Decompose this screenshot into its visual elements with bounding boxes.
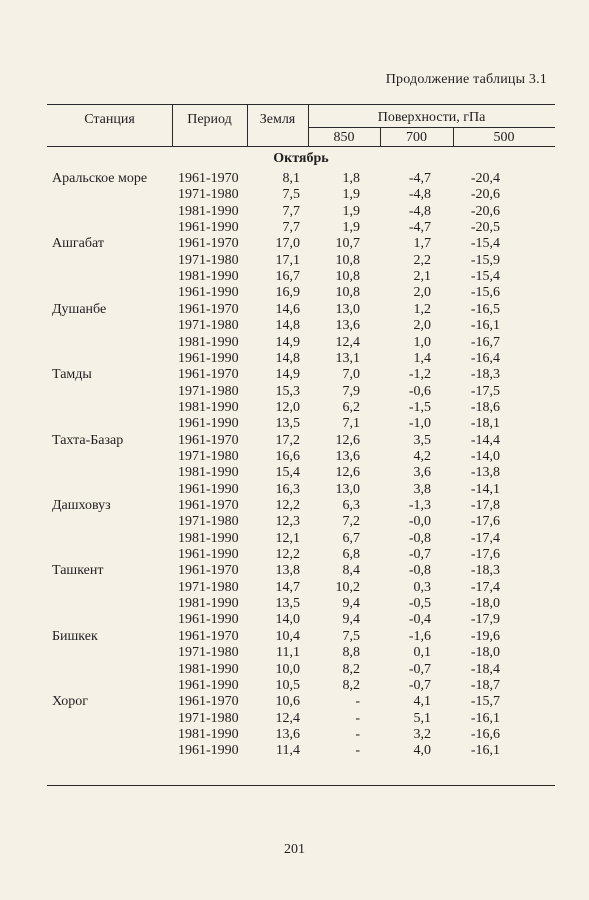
cell-station: Дашховуз xyxy=(52,498,111,513)
table-row xyxy=(0,497,589,515)
cell-p500: -18,1 xyxy=(470,416,500,432)
cell-p850: 13,0 xyxy=(335,301,360,317)
cell-p850: 9,4 xyxy=(342,596,360,612)
cell-p500: -18,6 xyxy=(470,399,500,415)
cell-p700: 1,4 xyxy=(413,350,431,366)
cell-p850: 8,2 xyxy=(342,661,360,677)
table-row xyxy=(0,628,589,646)
cell-period: 1971-1980 xyxy=(178,514,239,530)
table-row xyxy=(0,726,589,744)
cell-period: 1981-1990 xyxy=(178,596,239,612)
cell-ground: 13,6 xyxy=(275,726,300,742)
table-row xyxy=(0,219,589,237)
cell-period: 1971-1980 xyxy=(178,383,239,399)
table-row xyxy=(0,366,589,384)
table-row xyxy=(0,693,589,711)
cell-p500: -17,4 xyxy=(470,579,500,595)
header-level-700: 700 xyxy=(406,130,427,145)
cell-ground: 17,2 xyxy=(275,432,300,448)
cell-p700: 2,0 xyxy=(413,318,431,334)
cell-p500: -15,4 xyxy=(470,236,500,252)
header-period: Период xyxy=(187,112,232,127)
cell-p500: -14,4 xyxy=(470,432,500,448)
cell-p850: 10,7 xyxy=(335,236,360,252)
cell-p700: -4,7 xyxy=(408,171,431,186)
cell-ground: 14,9 xyxy=(275,367,300,383)
cell-p500: -18,4 xyxy=(470,661,500,677)
cell-p500: -17,5 xyxy=(470,383,500,399)
table-row xyxy=(0,611,589,629)
table-row xyxy=(0,203,589,221)
table-row xyxy=(0,710,589,728)
cell-period: 1971-1980 xyxy=(178,252,239,268)
cell-station: Ташкент xyxy=(52,563,104,579)
cell-ground: 7,7 xyxy=(282,203,300,219)
table-row xyxy=(0,284,589,302)
cell-p500: -18,3 xyxy=(470,367,500,383)
cell-p850: 8,2 xyxy=(342,677,360,693)
table-row xyxy=(0,464,589,482)
table-row xyxy=(0,546,589,564)
cell-p850: 10,8 xyxy=(335,285,360,301)
cell-p700: 0,3 xyxy=(413,579,431,595)
cell-p850: 13,6 xyxy=(335,318,360,334)
cell-p700: -1,2 xyxy=(408,367,431,383)
cell-p850: 6,8 xyxy=(342,547,360,563)
cell-p500: -20,6 xyxy=(470,187,500,203)
cell-p700: -0,7 xyxy=(408,677,431,693)
table-row xyxy=(0,235,589,253)
cell-period: 1971-1980 xyxy=(178,710,239,726)
cell-ground: 8,1 xyxy=(282,171,300,186)
cell-p500: -18,7 xyxy=(470,677,500,693)
cell-p500: -14,1 xyxy=(470,481,500,497)
cell-p500: -16,7 xyxy=(470,334,500,350)
cell-p700: 3,2 xyxy=(413,726,431,742)
cell-p500: -16,4 xyxy=(470,350,500,366)
cell-p850: 9,4 xyxy=(342,612,360,628)
cell-station: Тамды xyxy=(52,367,92,383)
cell-p850: 13,1 xyxy=(335,350,360,366)
cell-p850: 8,8 xyxy=(342,645,360,661)
table-row xyxy=(0,268,589,286)
cell-p700: 4,2 xyxy=(413,448,431,464)
cell-p700: 3,5 xyxy=(413,432,431,448)
cell-p700: 1,7 xyxy=(413,236,431,252)
cell-p500: -13,8 xyxy=(470,465,500,481)
cell-ground: 7,7 xyxy=(282,220,300,236)
header-station: Станция xyxy=(84,112,135,127)
cell-p700: -1,3 xyxy=(408,498,431,513)
cell-p700: 3,6 xyxy=(413,465,431,481)
cell-ground: 14,6 xyxy=(275,301,300,317)
table-row xyxy=(0,383,589,401)
cell-period: 1961-1970 xyxy=(178,236,239,252)
cell-period: 1961-1990 xyxy=(178,416,239,432)
surfaces-sub-rule xyxy=(308,127,555,128)
cell-ground: 14,9 xyxy=(275,334,300,350)
cell-p850: 7,9 xyxy=(342,383,360,399)
cell-p850: - xyxy=(355,726,360,742)
cell-p700: -0,7 xyxy=(408,661,431,677)
cell-period: 1961-1990 xyxy=(178,220,239,236)
cell-ground: 14,8 xyxy=(275,318,300,334)
table-row xyxy=(0,742,589,760)
cell-p700: -4,7 xyxy=(408,220,431,236)
header-level-500: 500 xyxy=(493,130,515,145)
cell-ground: 12,2 xyxy=(275,547,300,563)
cell-period: 1961-1970 xyxy=(178,628,239,644)
cell-ground: 16,7 xyxy=(275,269,300,285)
cell-p500: -18,0 xyxy=(470,645,500,661)
cell-station: Тахта-Базар xyxy=(52,432,124,448)
cell-p850: 7,0 xyxy=(342,367,360,383)
cell-p850: 13,0 xyxy=(335,481,360,497)
cell-ground: 12,3 xyxy=(275,514,300,530)
table-row xyxy=(0,350,589,368)
table-caption: Продолжение таблицы 3.1 xyxy=(385,72,547,87)
cell-period: 1981-1990 xyxy=(178,661,239,677)
table-top-rule xyxy=(47,104,555,105)
table-row xyxy=(0,481,589,499)
cell-p500: -20,6 xyxy=(470,203,500,219)
cell-p850: 7,5 xyxy=(342,628,360,644)
cell-p700: -0,4 xyxy=(408,612,431,628)
cell-period: 1961-1970 xyxy=(178,498,239,513)
cell-p700: -0,8 xyxy=(408,563,431,579)
cell-p850: 7,1 xyxy=(342,416,360,432)
cell-p500: -15,6 xyxy=(470,285,500,301)
cell-p850: - xyxy=(355,710,360,726)
cell-p500: -17,6 xyxy=(470,547,500,563)
cell-station: Душанбе xyxy=(52,301,107,317)
table-row xyxy=(0,448,589,466)
cell-period: 1981-1990 xyxy=(178,399,239,415)
cell-ground: 7,5 xyxy=(282,187,300,203)
cell-period: 1961-1990 xyxy=(178,547,239,563)
cell-p700: 5,1 xyxy=(413,710,431,726)
cell-p700: 3,8 xyxy=(413,481,431,497)
cell-ground: 10,0 xyxy=(275,661,300,677)
cell-period: 1961-1990 xyxy=(178,350,239,366)
table-row xyxy=(0,170,589,188)
header-level-850: 850 xyxy=(333,130,355,145)
table-row xyxy=(0,252,589,270)
cell-period: 1981-1990 xyxy=(178,726,239,742)
cell-p500: -18,0 xyxy=(470,596,500,612)
table-row xyxy=(0,677,589,695)
cell-period: 1981-1990 xyxy=(178,530,239,546)
table-row xyxy=(0,579,589,597)
cell-ground: 17,1 xyxy=(275,252,300,268)
cell-ground: 17,0 xyxy=(275,236,300,252)
table-row xyxy=(0,415,589,433)
cell-period: 1981-1990 xyxy=(178,203,239,219)
cell-p700: -0,6 xyxy=(408,383,431,399)
cell-p850: 8,4 xyxy=(342,563,360,579)
cell-p500: -17,4 xyxy=(470,530,500,546)
cell-p850: 10,8 xyxy=(335,252,360,268)
table-row xyxy=(0,399,589,417)
cell-ground: 14,0 xyxy=(275,612,300,628)
cell-p500: -16,5 xyxy=(470,301,500,317)
cell-p700: 1,0 xyxy=(413,334,431,350)
cell-ground: 14,7 xyxy=(275,579,300,595)
cell-p700: 1,2 xyxy=(413,301,431,317)
cell-period: 1961-1970 xyxy=(178,694,239,710)
cell-p850: - xyxy=(355,743,360,759)
cell-ground: 10,4 xyxy=(275,628,300,644)
cell-p850: 13,6 xyxy=(335,448,360,464)
cell-p500: -17,8 xyxy=(470,498,500,513)
cell-p700: 4,1 xyxy=(413,694,431,710)
cell-p850: 1,8 xyxy=(342,171,360,186)
cell-p700: -4,8 xyxy=(408,187,431,203)
page-number: 201 xyxy=(284,842,305,857)
cell-p850: 12,6 xyxy=(335,432,360,448)
cell-period: 1971-1980 xyxy=(178,579,239,595)
cell-p850: 1,9 xyxy=(342,187,360,203)
cell-period: 1961-1990 xyxy=(178,612,239,628)
cell-p850: 1,9 xyxy=(342,220,360,236)
cell-ground: 11,1 xyxy=(276,645,300,661)
cell-ground: 11,4 xyxy=(276,743,300,759)
cell-p850: 6,3 xyxy=(342,498,360,513)
cell-p500: -17,6 xyxy=(470,514,500,530)
table-row xyxy=(0,432,589,450)
cell-p500: -14,0 xyxy=(470,448,500,464)
table-row xyxy=(0,644,589,662)
cell-p850: 7,2 xyxy=(342,514,360,530)
table-row xyxy=(0,317,589,335)
cell-ground: 12,1 xyxy=(275,530,300,546)
table-row xyxy=(0,661,589,679)
cell-period: 1961-1970 xyxy=(178,432,239,448)
cell-ground: 16,6 xyxy=(275,448,300,464)
cell-p700: -1,6 xyxy=(408,628,431,644)
cell-period: 1971-1980 xyxy=(178,448,239,464)
cell-p500: -16,1 xyxy=(470,743,500,759)
table-header-rule xyxy=(47,146,555,147)
cell-p500: -20,4 xyxy=(470,171,500,186)
cell-p500: -16,1 xyxy=(470,710,500,726)
cell-p500: -15,7 xyxy=(470,694,500,710)
table-row xyxy=(0,334,589,352)
cell-period: 1961-1970 xyxy=(178,367,239,383)
cell-period: 1971-1980 xyxy=(178,187,239,203)
cell-ground: 12,0 xyxy=(275,399,300,415)
cell-p500: -16,1 xyxy=(470,318,500,334)
header-surfaces: Поверхности, гПа xyxy=(377,110,486,125)
cell-period: 1961-1970 xyxy=(178,301,239,317)
table-row xyxy=(0,562,589,580)
table-row xyxy=(0,301,589,319)
cell-p500: -16,6 xyxy=(470,726,500,742)
cell-p850: 1,9 xyxy=(342,203,360,219)
table-row xyxy=(0,513,589,531)
cell-p700: -1,0 xyxy=(408,416,431,432)
cell-p500: -15,9 xyxy=(470,252,500,268)
cell-ground: 10,6 xyxy=(275,694,300,710)
table-row xyxy=(0,530,589,548)
header-ground: Земля xyxy=(259,112,296,127)
cell-period: 1961-1990 xyxy=(178,677,239,693)
cell-ground: 13,5 xyxy=(275,596,300,612)
cell-period: 1961-1990 xyxy=(178,285,239,301)
cell-period: 1961-1990 xyxy=(178,481,239,497)
cell-period: 1971-1980 xyxy=(178,318,239,334)
cell-p500: -15,4 xyxy=(470,269,500,285)
cell-p700: -1,5 xyxy=(408,399,431,415)
cell-p700: -0,8 xyxy=(408,530,431,546)
cell-p500: -19,6 xyxy=(470,628,500,644)
cell-ground: 16,9 xyxy=(275,285,300,301)
cell-p700: 0,1 xyxy=(413,645,431,661)
cell-ground: 13,5 xyxy=(275,416,300,432)
cell-period: 1981-1990 xyxy=(178,269,239,285)
cell-p850: 6,7 xyxy=(342,530,360,546)
cell-period: 1971-1980 xyxy=(178,645,239,661)
table-row xyxy=(0,186,589,204)
cell-p700: 2,0 xyxy=(413,285,431,301)
cell-p850: 10,8 xyxy=(335,269,360,285)
cell-period: 1961-1970 xyxy=(178,171,239,186)
cell-p700: 2,1 xyxy=(413,269,431,285)
cell-station: Хорог xyxy=(52,694,88,710)
cell-p500: -18,3 xyxy=(470,563,500,579)
month-label: Октябрь xyxy=(273,151,329,166)
cell-p700: -4,8 xyxy=(408,203,431,219)
cell-p850: - xyxy=(355,694,360,710)
cell-period: 1981-1990 xyxy=(178,334,239,350)
cell-p700: -0,7 xyxy=(408,547,431,563)
cell-period: 1961-1970 xyxy=(178,563,239,579)
cell-ground: 14,8 xyxy=(275,350,300,366)
cell-p700: 2,2 xyxy=(413,252,431,268)
table-bottom-rule xyxy=(47,785,555,786)
cell-ground: 15,3 xyxy=(275,383,300,399)
cell-p500: -20,5 xyxy=(470,220,500,236)
cell-ground: 12,2 xyxy=(275,498,300,513)
cell-period: 1961-1990 xyxy=(178,743,239,759)
cell-p700: -0,5 xyxy=(408,596,431,612)
cell-p500: -17,9 xyxy=(470,612,500,628)
cell-ground: 12,4 xyxy=(275,710,300,726)
cell-p850: 12,4 xyxy=(335,334,360,350)
cell-p850: 12,6 xyxy=(335,465,360,481)
cell-station: Ашгабат xyxy=(52,236,104,252)
cell-ground: 16,3 xyxy=(275,481,300,497)
cell-ground: 13,8 xyxy=(275,563,300,579)
cell-station: Бишкек xyxy=(52,628,98,644)
cell-period: 1981-1990 xyxy=(178,465,239,481)
cell-p700: 4,0 xyxy=(413,743,431,759)
table-row xyxy=(0,595,589,613)
cell-station: Аральское море xyxy=(52,171,148,186)
cell-p700: -0,0 xyxy=(408,514,431,530)
cell-ground: 15,4 xyxy=(275,465,300,481)
cell-p850: 6,2 xyxy=(342,399,360,415)
cell-p850: 10,2 xyxy=(335,579,360,595)
cell-ground: 10,5 xyxy=(275,677,300,693)
